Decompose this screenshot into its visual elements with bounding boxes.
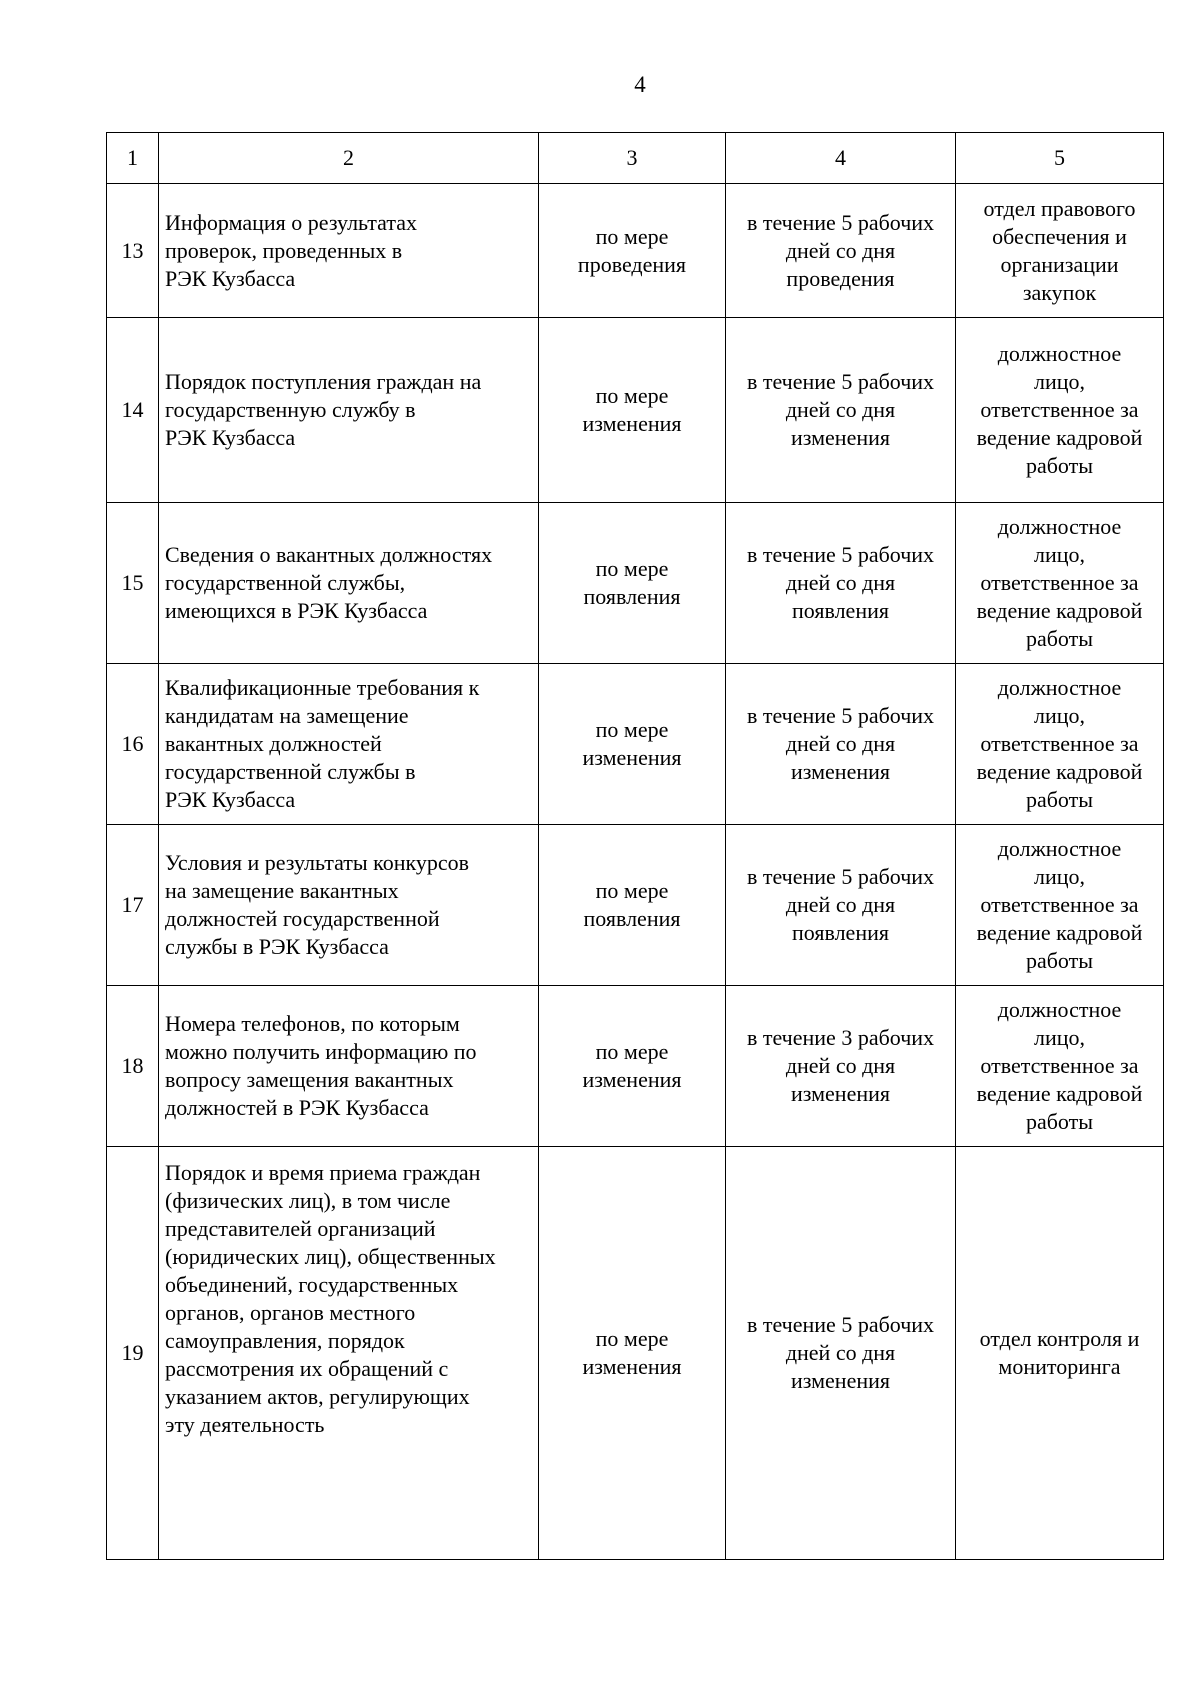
table-row [107,184,1164,318]
row-responsible: должностное лицо, ответственное за ведение кадровой работы [956,986,1164,1147]
row-name: Порядок и время приема граждан (физических лиц), в том числе представителей организаций (юридических лиц), общественных объединений, государственных органов, органов местного самоуправления, порядок рассмотрения их обращений с указанием актов, регулирующих эту деятельность [159,1147,539,1560]
row-term: в течение 5 рабочих дней со дня изменения [726,1147,956,1560]
row-frequency: по мере изменения [539,318,726,503]
table-row [107,664,1164,825]
row-number: 17 [107,825,159,986]
row-number: 16 [107,664,159,825]
row-responsible: отдел контроля и мониторинга [956,1147,1164,1560]
row-name: Квалификационные требования к кандидатам на замещение вакантных должностей государственной службы в РЭК Кузбасса [159,664,539,825]
row-name: Порядок поступления граждан на государственную службу в РЭК Кузбасса [159,318,539,503]
row-responsible: должностное лицо, ответственное за ведение кадровой работы [956,318,1164,503]
row-number: 15 [107,503,159,664]
header-col-5: 5 [956,133,1164,184]
header-col-3: 3 [539,133,726,184]
row-term: в течение 5 рабочих дней со дня проведения [726,184,956,318]
row-name: Сведения о вакантных должностях государственной службы, имеющихся в РЭК Кузбасса [159,503,539,664]
row-name: Номера телефонов, по которым можно получить информацию по вопросу замещения вакантных должностей в РЭК Кузбасса [159,986,539,1147]
row-term: в течение 5 рабочих дней со дня появления [726,825,956,986]
header-col-1: 1 [107,133,159,184]
row-term: в течение 5 рабочих дней со дня появления [726,503,956,664]
row-number: 13 [107,184,159,318]
row-frequency: по мере изменения [539,1147,726,1560]
header-col-2: 2 [159,133,539,184]
row-term: в течение 3 рабочих дней со дня изменения [726,986,956,1147]
table-row [107,825,1164,986]
row-name: Условия и результаты конкурсов на замещение вакантных должностей государственной службы в РЭК Кузбасса [159,825,539,986]
row-frequency: по мере изменения [539,986,726,1147]
row-frequency: по мере проведения [539,184,726,318]
table-row [107,1147,1164,1560]
information-table [106,132,1164,1560]
table-row [107,986,1164,1147]
row-number: 19 [107,1147,159,1560]
row-term: в течение 5 рабочих дней со дня изменения [726,664,956,825]
row-responsible: должностное лицо, ответственное за ведение кадровой работы [956,825,1164,986]
row-number: 14 [107,318,159,503]
table-row [107,318,1164,503]
header-col-4: 4 [726,133,956,184]
table-header-row [107,133,1164,184]
row-responsible: должностное лицо, ответственное за ведение кадровой работы [956,664,1164,825]
row-frequency: по мере появления [539,825,726,986]
row-frequency: по мере появления [539,503,726,664]
row-number: 18 [107,986,159,1147]
row-name: Информация о результатах проверок, проведенных в РЭК Кузбасса [159,184,539,318]
row-term: в течение 5 рабочих дней со дня изменения [726,318,956,503]
row-responsible: должностное лицо, ответственное за ведение кадровой работы [956,503,1164,664]
row-frequency: по мере изменения [539,664,726,825]
page-number: 4 [634,72,646,97]
table-row [107,503,1164,664]
row-responsible: отдел правового обеспечения и организации закупок [956,184,1164,318]
